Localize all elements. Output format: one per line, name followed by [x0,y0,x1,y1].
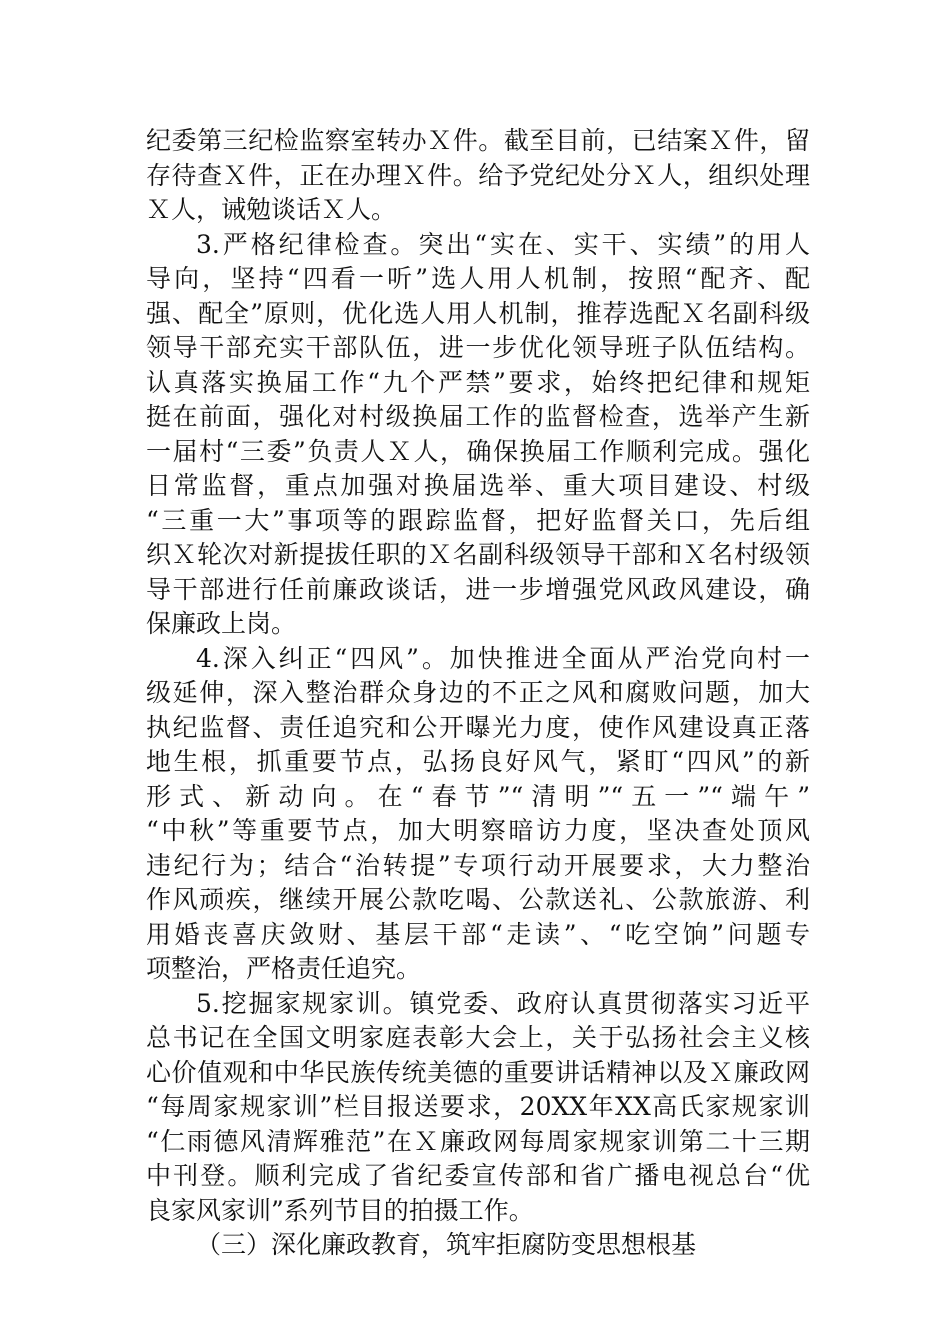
paragraph-line: 用婚丧喜庆敛财、基层干部“走读”、“吃空饷”问题专 [146,919,810,949]
paragraph-line: 级延伸，深入整治群众身边的不正之风和腐败问题，加大 [146,678,810,707]
paragraph-line: “每周家规家训”栏目报送要求，20XX年XX高氏家规家训 [146,1092,810,1121]
paragraph-line: 日常监督，重点加强对换届选举、重大项目建设、村级 [146,471,810,500]
paragraph-line: 导向，坚持“四看一听”选人用人机制，按照“配齐、配 [146,264,810,293]
paragraph-line: 心价值观和中华民族传统美德的重要讲话精神以及Ｘ廉政网 [146,1057,810,1087]
paragraph-line: “仁雨德风清辉雅范”在Ｘ廉政网每周家规家训第二十三期 [146,1126,810,1156]
paragraph-line: “中秋”等重要节点，加大明察暗访力度，坚决查处顶风 [146,816,810,845]
paragraph-line: 执纪监督、责任追究和公开曝光力度，使作风建设真正落 [146,712,810,742]
paragraph-line: 导干部进行任前廉政谈话，进一步增强党风政风建设，确 [146,574,810,604]
paragraph-line: 一届村“三委”负责人Ｘ人，确保换届工作顺利完成。强化 [146,436,810,466]
paragraph-line: 总书记在全国文明家庭表彰大会上，关于弘扬社会主义核 [146,1023,810,1052]
paragraph-line: 良家风家训”系列节目的拍摄工作。 [146,1195,534,1225]
paragraph-first-line: 4.深入纠正“四风”。加快推进全面从严治党向村一 [196,643,810,673]
paragraph-line: 挺在前面，强化对村级换届工作的监督检查，选举产生新 [146,402,810,431]
paragraph-line: 形式、新动向。在“春节”“清明”“五一”“端午” [146,781,810,811]
paragraph-line: Ｘ人，诫勉谈话Ｘ人。 [146,195,397,224]
section-heading: （三）深化廉政教育，筑牢拒腐防变思想根基 [196,1230,697,1259]
paragraph-line: 纪委第三纪检监察室转办Ｘ件。截至目前，已结案Ｘ件，留 [146,126,810,155]
paragraph-line: 中刊登。顺利完成了省纪委宣传部和省广播电视总台“优 [146,1161,810,1190]
document-body [146,124,810,1263]
paragraph-first-line: 3.严格纪律检查。突出“实在、实干、实绩”的用人 [196,229,810,259]
paragraph-line: 领导干部充实干部队伍，进一步优化领导班子队伍结构。 [146,333,810,362]
paragraph-line: 认真落实换届工作“九个严禁”要求，始终把纪律和规矩 [146,367,810,397]
paragraph-line: 地生根，抓重要节点，弘扬良好风气，紧盯“四风”的新 [146,747,810,776]
paragraph-line: 违纪行为；结合“治转提”专项行动开展要求，大力整治 [146,850,810,880]
paragraph-line: 作风顽疾，继续开展公款吃喝、公款送礼、公款旅游、利 [146,885,810,914]
paragraph-line: 保廉政上岗。 [146,609,297,638]
paragraph-line: 项整治，严格责任追究。 [146,954,422,983]
paragraph-line: 织Ｘ轮次对新提拔任职的Ｘ名副科级领导干部和Ｘ名村级领 [146,540,810,569]
paragraph-first-line: 5.挖掘家规家训。镇党委、政府认真贯彻落实习近平 [196,988,810,1018]
paragraph-line: 存待查Ｘ件，正在办理Ｘ件。给予党纪处分Ｘ人，组织处理 [146,160,810,190]
paragraph-line: 强、配全”原则，优化选人用人机制，推荐选配Ｘ名副科级 [146,298,810,328]
paragraph-line: “三重一大”事项等的跟踪监督，把好监督关口，先后组 [146,505,810,535]
